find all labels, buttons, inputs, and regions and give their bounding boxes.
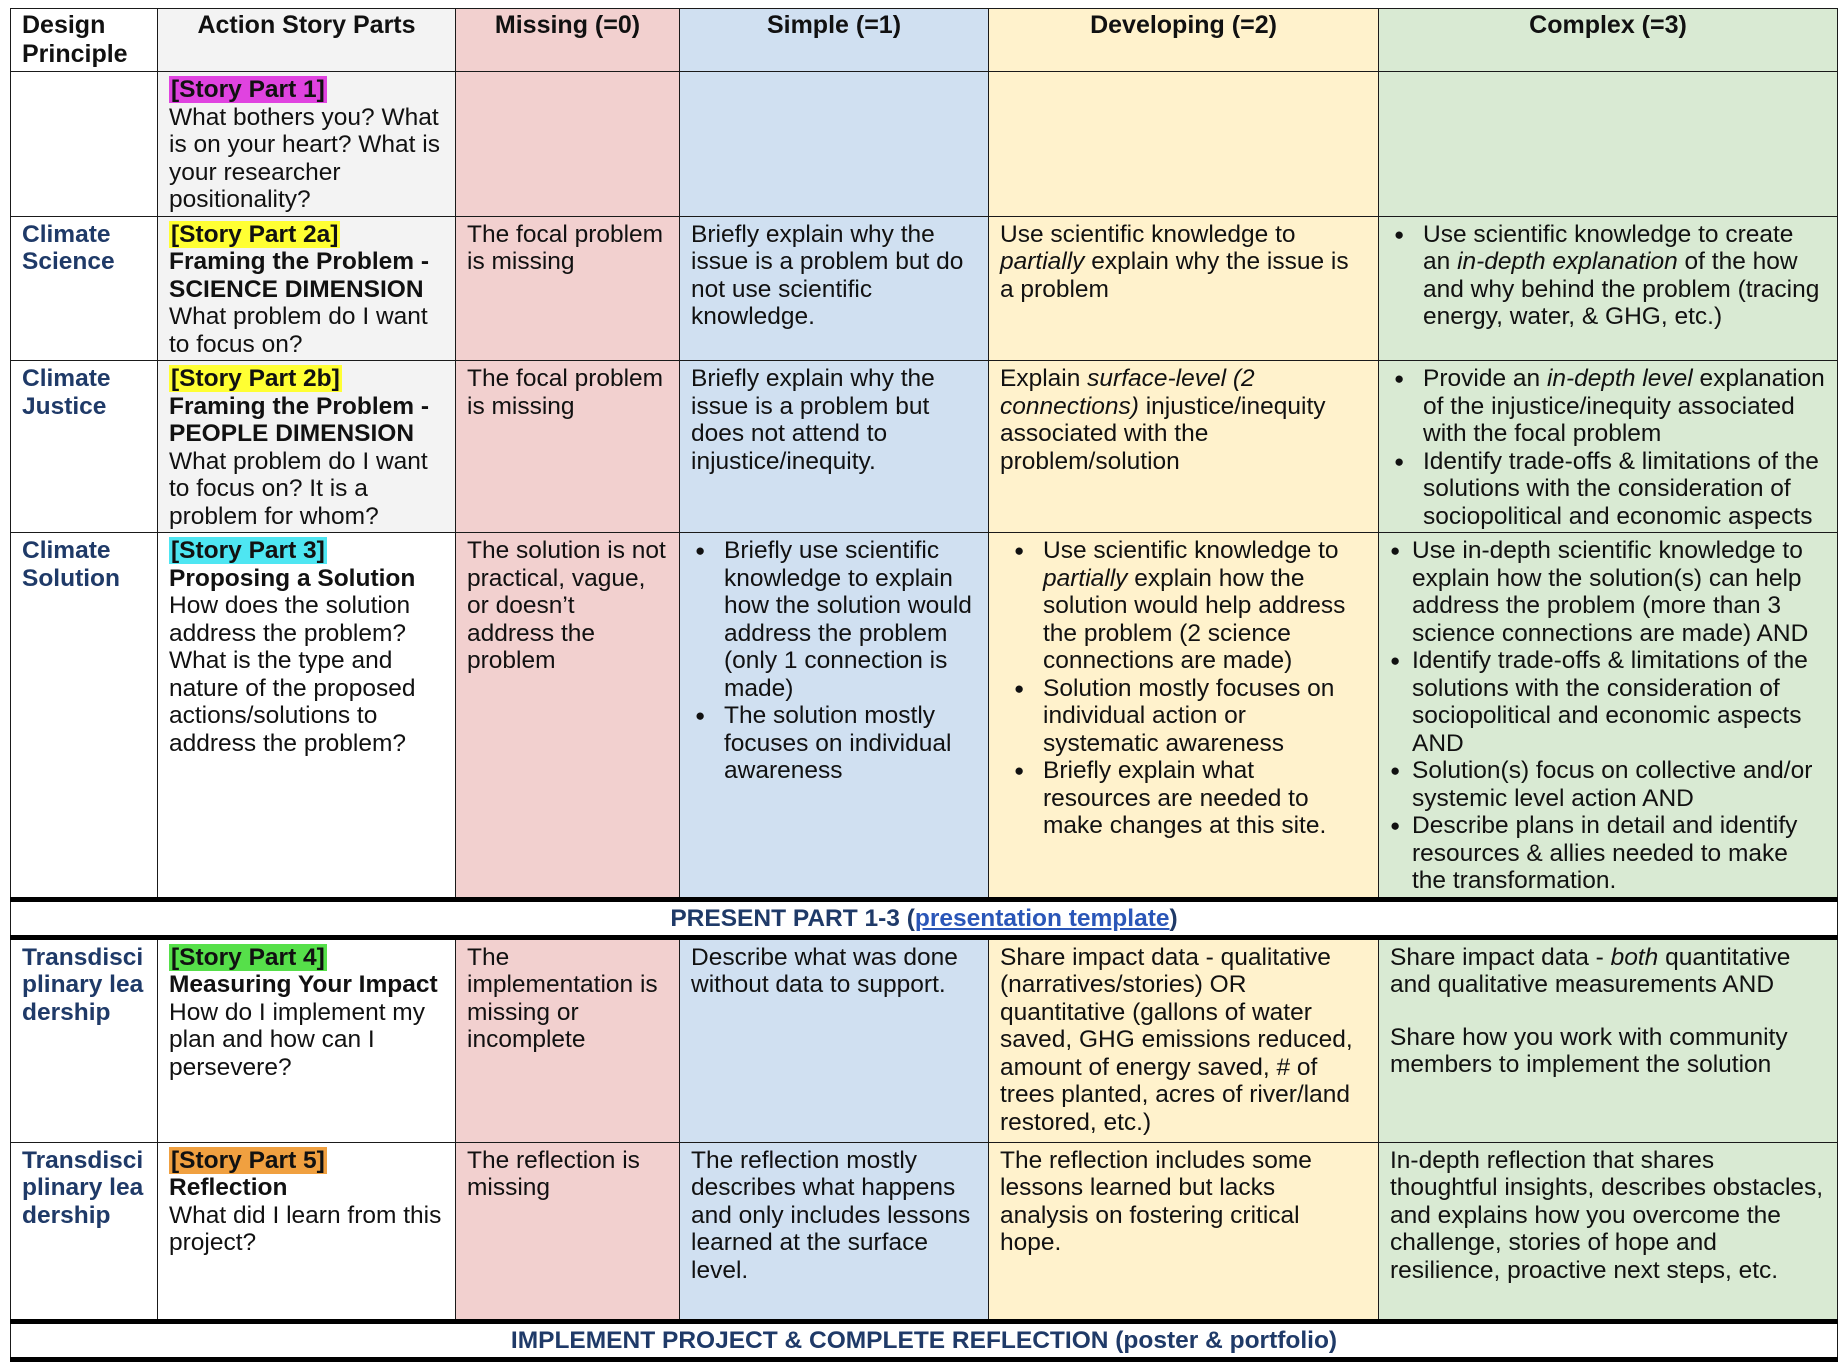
- emphasis-text: surface-level (2 connections): [1000, 365, 1255, 420]
- rubric-table: [10, 8, 1838, 1362]
- header-design-principle: Design Principle: [11, 9, 158, 72]
- story-part-cell: [158, 361, 456, 533]
- story-part-cell: [158, 216, 456, 361]
- simple-cell: [680, 72, 989, 217]
- story-part-tag: [Story Part 1]: [171, 76, 325, 103]
- text-segment: quantitative and qualitative measurements AND: [1390, 943, 1791, 998]
- story-part-question: How do I implement my plan and how can I persevere?: [169, 998, 425, 1081]
- complex-cell: [1379, 533, 1838, 900]
- design-principle-label: Climate Science: [22, 220, 115, 275]
- row-story-part-1: [11, 72, 1838, 217]
- list-item: ● Describe plans in detail and identify resources & allies needed to make the transformation.: [1390, 812, 1826, 895]
- missing-cell: [456, 72, 680, 217]
- text-segment: Use scientific knowledge to create an: [1423, 220, 1794, 275]
- list-item: ● Solution(s) focus on collective and/or systemic level action AND: [1390, 757, 1826, 812]
- story-part-cell: [158, 533, 456, 900]
- simple-cell: Describe what was done without data to support.: [680, 937, 989, 1142]
- design-principle-cell: [11, 72, 158, 217]
- row-story-part-3: [11, 533, 1838, 900]
- text-segment: Use scientific knowledge to: [1000, 220, 1296, 248]
- developing-cell: [989, 216, 1379, 361]
- story-part-title: Proposing a Solution: [169, 564, 416, 592]
- text-segment: Provide an: [1423, 365, 1547, 392]
- text-segment: injustice/inequity associated with the problem/solution: [1000, 392, 1326, 475]
- emphasis-text: in-depth level: [1546, 365, 1693, 392]
- list-item: [1390, 365, 1826, 448]
- story-part-question: What did I learn from this project?: [169, 1201, 442, 1256]
- design-principle-cell: [11, 937, 158, 1142]
- emphasis-text: partially: [1000, 248, 1085, 275]
- rubric-wrapper: [10, 8, 1837, 1362]
- missing-cell: The solution is not practical, vague, or doesn’t address the problem: [456, 533, 680, 900]
- list-item: ● Identify trade-offs & limitations of the solutions with the consideration of sociopolitical and economic aspects AND: [1390, 647, 1826, 757]
- developing-cell: [989, 361, 1379, 533]
- criteria-list: [1390, 365, 1826, 530]
- row-story-part-2a: [11, 216, 1838, 361]
- story-part-title: Reflection: [169, 1174, 288, 1201]
- list-item: ● Identify trade-offs & limitations of the solutions with the consideration of sociopolitical and economic aspects: [1390, 448, 1826, 531]
- design-principle-cell: [11, 533, 158, 900]
- criteria-list: [1390, 221, 1826, 331]
- criteria-list: [691, 537, 977, 785]
- complex-cell: [1379, 361, 1838, 533]
- emphasis-text: both: [1610, 943, 1659, 971]
- header-simple: Simple (=1): [680, 9, 989, 72]
- story-part-title: Framing the Problem - PEOPLE DIMENSION: [169, 392, 430, 447]
- text-segment: explain how the solution would help address the problem (2 science connections are made): [1043, 564, 1346, 674]
- story-part-question: What bothers you? What is on your heart? What is your researcher positionality?: [169, 103, 440, 213]
- complex-cell: [1379, 72, 1838, 217]
- design-principle-label: Transdisciplinary leadership: [22, 943, 144, 1026]
- row-story-part-5: [11, 1142, 1838, 1321]
- story-part-question: How does the solution address the problem? What is the type and nature of the proposed actions/solutions to address the problem?: [169, 592, 416, 757]
- developing-cell: [989, 72, 1379, 217]
- missing-cell: The focal problem is missing: [456, 216, 680, 361]
- header-missing: Missing (=0): [456, 9, 680, 72]
- story-part-tag: [Story Part 2a]: [171, 220, 339, 248]
- list-item: ● Briefly use scientific knowledge to explain how the solution would address the problem (only 1 connection is made): [691, 537, 977, 702]
- missing-cell: The reflection is missing: [456, 1142, 680, 1321]
- spacer: [1390, 999, 1826, 1024]
- text-segment: Share impact data -: [1390, 943, 1611, 971]
- story-part-tag: [Story Part 5]: [171, 1146, 325, 1174]
- list-item: ● The solution mostly focuses on individual awareness: [691, 702, 977, 785]
- complex-cell: In-depth reflection that shares thoughtful insights, describes obstacles, and explains how you overcome the challenge, stories of hope and resilience, proactive next steps, etc.: [1379, 1142, 1838, 1321]
- list-item: [1390, 221, 1826, 331]
- criteria-list: [1390, 537, 1826, 895]
- criteria-list: [1010, 537, 1367, 840]
- story-part-question: What problem do I want to focus on?: [169, 303, 428, 358]
- header-row: [11, 9, 1838, 72]
- banner-text: ): [1169, 904, 1178, 932]
- list-item: ● Use in-depth scientific knowledge to explain how the solution(s) can help address the problem (more than 3 science connections are made) AND: [1390, 537, 1826, 647]
- list-item: ● Solution mostly focuses on individual action or systematic awareness: [1010, 675, 1367, 758]
- story-part-tag: [Story Part 4]: [171, 943, 325, 971]
- story-part-title: Measuring Your Impact: [169, 971, 438, 998]
- text-segment: of the how and why behind the problem (tracing energy, water, & GHG, etc.): [1423, 248, 1820, 330]
- present-banner: [11, 899, 1838, 937]
- story-part-cell: [158, 1142, 456, 1321]
- story-part-title: Framing the Problem - SCIENCE DIMENSION: [169, 248, 430, 303]
- complex-cell: [1379, 937, 1838, 1142]
- story-part-cell: [158, 72, 456, 217]
- emphasis-text: in-depth explanation: [1457, 248, 1678, 275]
- developing-cell: The reflection includes some lessons learned but lacks analysis on fostering critical hope.: [989, 1142, 1379, 1321]
- text-segment: explain why the issue is a problem: [1000, 248, 1349, 303]
- text-segment: explanation of the injustice/inequity associated with the focal problem: [1423, 365, 1825, 447]
- simple-cell: Briefly explain why the issue is a problem but does not attend to injustice/inequity.: [680, 361, 989, 533]
- text-segment: Share how you work with community members to implement the solution: [1390, 1023, 1788, 1078]
- text-segment: Explain: [1000, 365, 1088, 392]
- missing-cell: The implementation is missing or incomplete: [456, 937, 680, 1142]
- implement-banner: IMPLEMENT PROJECT & COMPLETE REFLECTION (poster & portfolio): [11, 1321, 1838, 1359]
- design-principle-label: Climate Solution: [22, 537, 120, 592]
- simple-cell: [680, 533, 989, 900]
- design-principle-cell: [11, 361, 158, 533]
- design-principle-label: Climate Justice: [22, 365, 111, 420]
- header-action-story-parts: Action Story Parts: [158, 9, 456, 72]
- banner-text: PRESENT PART 1-3 (: [670, 904, 915, 932]
- simple-cell: Briefly explain why the issue is a problem but do not use scientific knowledge.: [680, 216, 989, 361]
- presentation-template-link[interactable]: presentation template: [914, 904, 1170, 932]
- header-developing: Developing (=2): [989, 9, 1379, 72]
- missing-cell: The focal problem is missing: [456, 361, 680, 533]
- text-segment: Use scientific knowledge to: [1043, 537, 1339, 564]
- design-principle-cell: [11, 216, 158, 361]
- simple-cell: The reflection mostly describes what happens and only includes lessons learned at the surface level.: [680, 1142, 989, 1321]
- present-banner-row: [11, 899, 1838, 937]
- list-item: ● Briefly explain what resources are needed to make changes at this site.: [1010, 757, 1367, 840]
- developing-cell: Share impact data - qualitative (narratives/stories) OR quantitative (gallons of water saved, GHG emissions reduced, amount of energy saved, # of trees planted, acres of river/land restored, etc.): [989, 937, 1379, 1142]
- row-story-part-2b: [11, 361, 1838, 533]
- complex-cell: [1379, 216, 1838, 361]
- story-part-tag: [Story Part 3]: [171, 537, 325, 564]
- implement-banner-row: [11, 1321, 1838, 1359]
- design-principle-cell: [11, 1142, 158, 1321]
- developing-cell: [989, 533, 1379, 900]
- design-principle-label: Transdisciplinary leadership: [22, 1146, 144, 1229]
- header-complex: Complex (=3): [1379, 9, 1838, 72]
- story-part-cell: [158, 937, 456, 1142]
- story-part-question: What problem do I want to focus on? It is a problem for whom?: [169, 447, 428, 530]
- emphasis-text: partially: [1043, 564, 1128, 592]
- list-item: [1010, 537, 1367, 675]
- story-part-tag: [Story Part 2b]: [171, 365, 340, 392]
- row-story-part-4: [11, 937, 1838, 1142]
